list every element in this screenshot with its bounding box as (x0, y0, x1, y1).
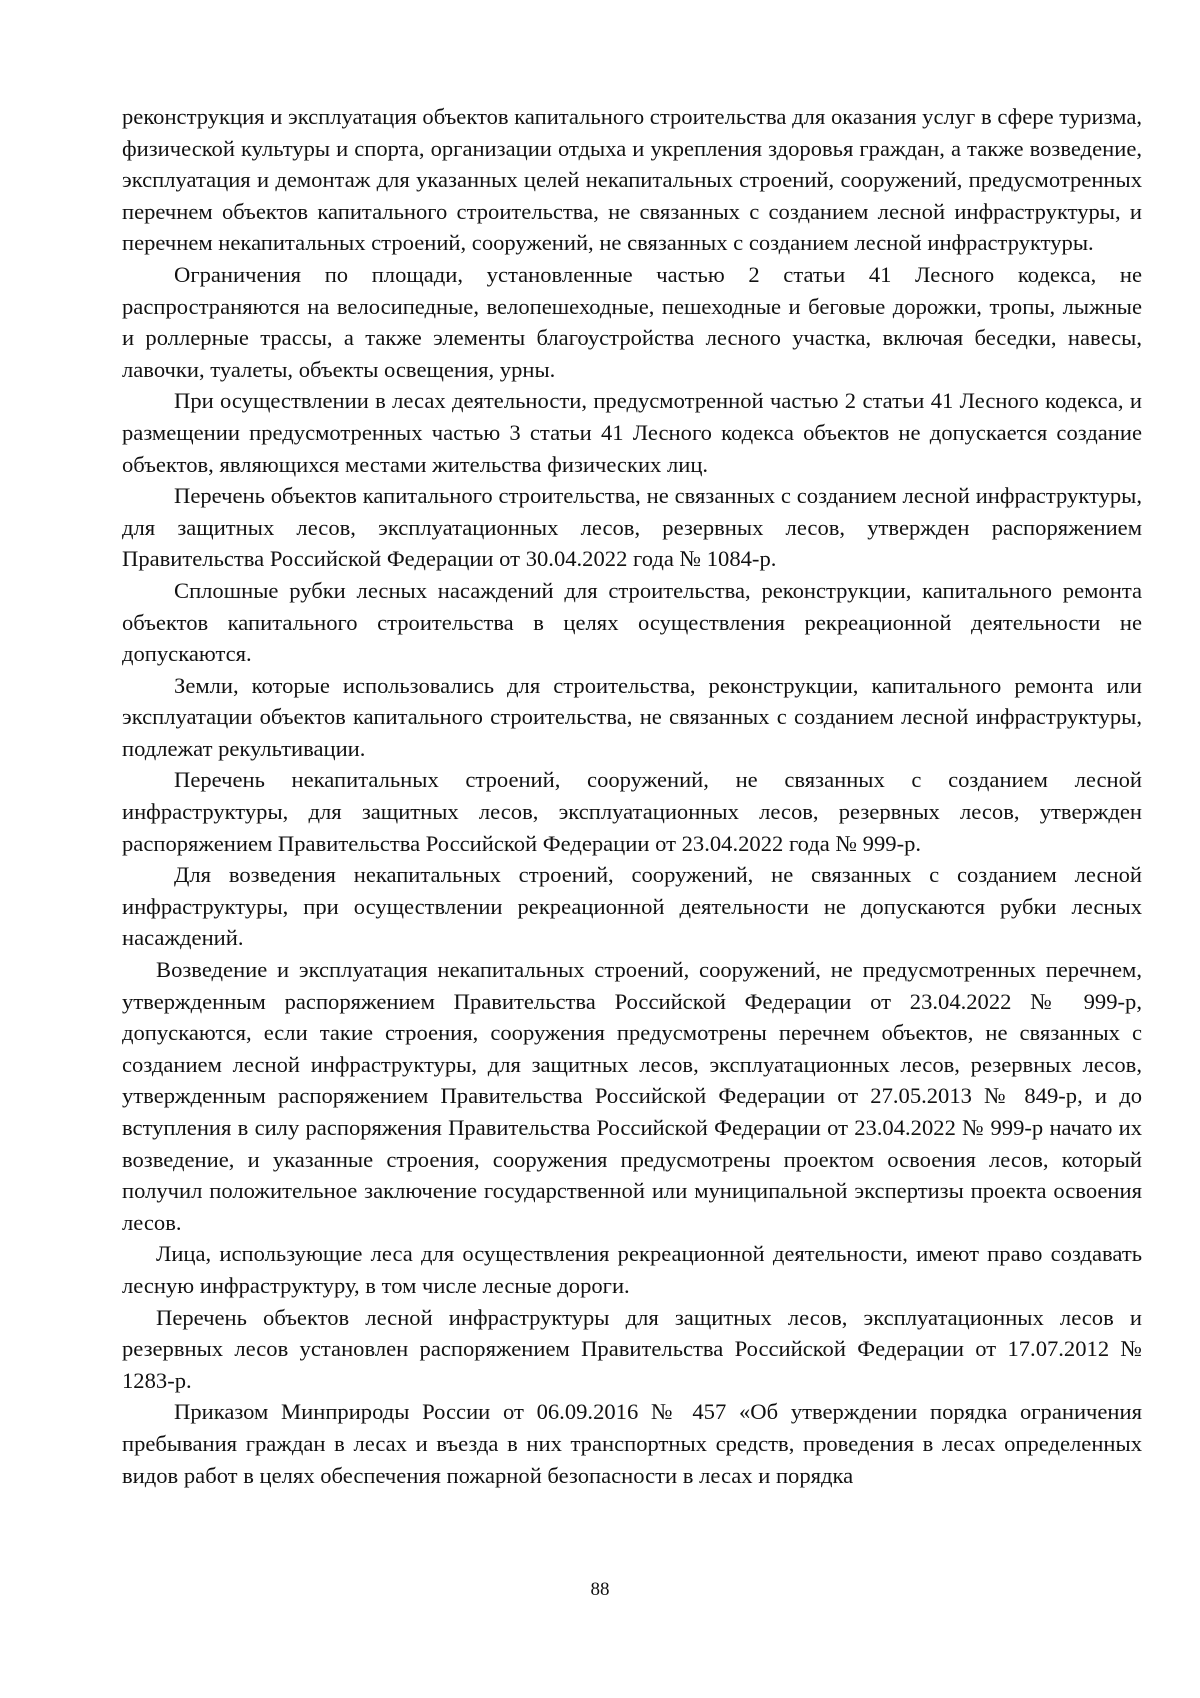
paragraph-noncapital-objects-list: Перечень некапитальных строений, сооружений, не связанных с созданием лесной инфраструктуры, для защитных лесов, эксплуатационных лесов, резервных лесов, утвержден распоряжением Правительства Российской Федерации от 23.04.2022 года № 999-р. (122, 767, 1142, 856)
paragraph-residence-prohibition: При осуществлении в лесах деятельности, предусмотренной частью 2 статьи 41 Лесного кодекса, и размещении предусмотренных частью 3 статьи 41 Лесного кодекса объектов не допускается создание объектов, являющихся местами жительства физических лиц. (122, 388, 1142, 477)
paragraph-forest-infrastructure-right: Лица, использующие леса для осуществления рекреационной деятельности, имеют право создавать лесную инфраструктуру, в том числе лесные дороги. (122, 1241, 1142, 1298)
paragraph-capital-objects-list: Перечень объектов капитального строительства, не связанных с созданием лесной инфраструктуры, для защитных лесов, эксплуатационных лесов, резервных лесов, утвержден распоряжением Правительства Российской Федерации от 30.04.2022 года № 1084-р. (122, 483, 1142, 572)
paragraph-felling-prohibition: Для возведения некапитальных строений, сооружений, не связанных с созданием лесной инфраструктуры, при осуществлении рекреационной деятельности не допускаются рубки лесных насаждений. (122, 862, 1142, 951)
paragraph-clear-cutting: Сплошные рубки лесных насаждений для строительства, реконструкции, капитального ремонта объектов капитального строительства в целях осуществления рекреационной деятельности не допускаются. (122, 577, 1142, 667)
paragraph-continuation: реконструкция и эксплуатация объектов капитального строительства для оказания услуг в сфере туризма, физической культуры и спорта, организации отдыха и укрепления здоровья граждан, а также возведение, эксплуатация и демонтаж для указанных целей некапитальных строений, сооружений, предусмотренных перечнем объектов капитального строительства, не связанных с созданием лесной инфраструктуры, и перечнем некапитальных строений, сооружений, не связанных с созданием лесной инфраструктуры. (122, 104, 1142, 256)
document-body (122, 101, 1142, 1491)
paragraph-construction-exceptions: Возведение и эксплуатация некапитальных строений, сооружений, не предусмотренных перечнем, утвержденным распоряжением Правительства Российской Федерации от 23.04.2022 № 999-р, допускаются, если такие строения, сооружения предусмотрены перечнем объектов, не связанных с созданием лесной инфраструктуры, для защитных лесов, эксплуатационных лесов, резервных лесов, утвержденным распоряжением Правительства Российской Федерации от 27.05.2013 № 849-р, и до вступления в силу распоряжения Правительства Российской Федерации от 23.04.2022 № 999-р начато их возведение, и указанные строения, сооружения предусмотрены проектом освоения лесов, который получил положительное заключение государственной или муниципальной экспертизы проекта освоения лесов. (122, 957, 1142, 1235)
paragraph-ministry-order: Приказом Минприроды России от 06.09.2016 № 457 «Об утверждении порядка ограничения пребывания граждан в лесах и въезда в них транспортных средств, проведения в лесах определенных видов работ в целях обеспечения пожарной безопасности в лесах и порядка (122, 1399, 1142, 1488)
paragraph-recultivation: Земли, которые использовались для строительства, реконструкции, капитального ремонта или эксплуатации объектов капитального строительства, не связанных с созданием лесной инфраструктуры, подлежат рекультивации. (122, 672, 1142, 761)
paragraph-infrastructure-list: Перечень объектов лесной инфраструктуры для защитных лесов, эксплуатационных лесов и резервных лесов установлен распоряжением Правительства Российской Федерации от 17.07.2012 № 1283-р. (122, 1304, 1142, 1393)
paragraph-area-restrictions: Ограничения по площади, установленные частью 2 статьи 41 Лесного кодекса, не распространяются на велосипедные, велопешеходные, пешеходные и беговые дорожки, тропы, лыжные и роллерные трассы, а также элементы благоустройства лесного участка, включая беседки, навесы, лавочки, туалеты, объекты освещения, урны. (122, 261, 1142, 382)
page-number: 88 (590, 1579, 610, 1600)
